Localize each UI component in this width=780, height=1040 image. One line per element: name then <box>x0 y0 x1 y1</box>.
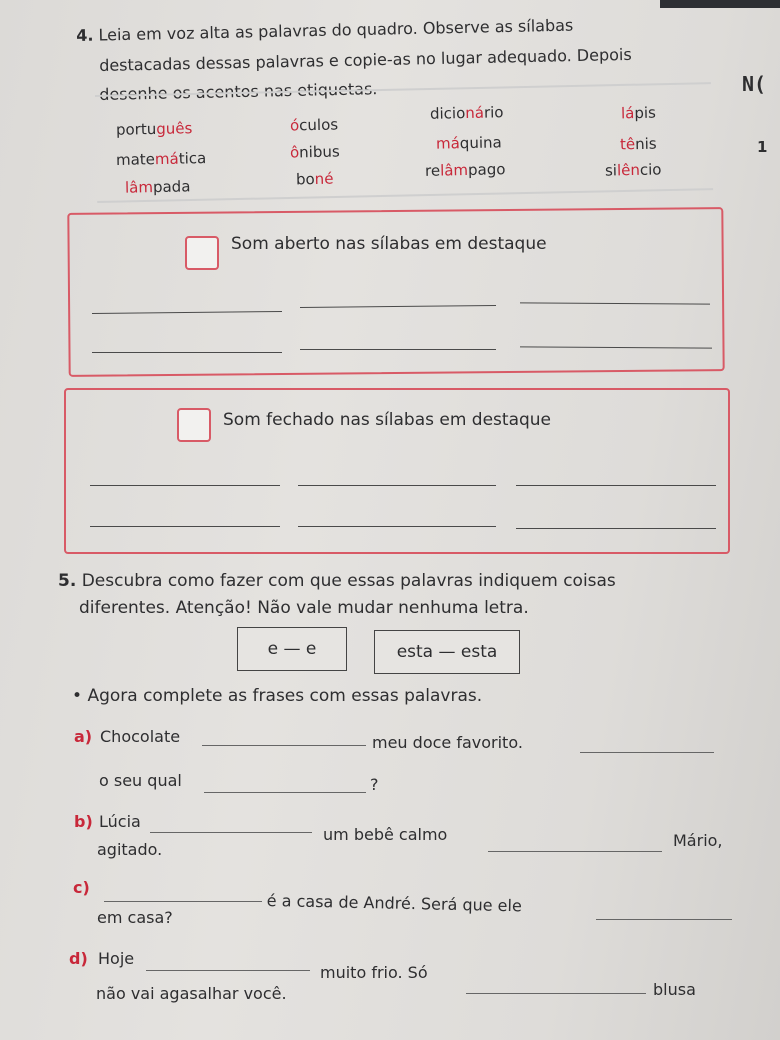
word-part: si <box>604 161 618 180</box>
word-item <box>605 160 662 179</box>
item-a-blank-1[interactable] <box>202 745 366 746</box>
word-part: pada <box>152 177 191 197</box>
item-d-blank-1[interactable] <box>146 970 310 971</box>
word-part: cio <box>639 160 662 179</box>
word-highlight-syllable: ô <box>289 143 300 162</box>
word-item <box>425 160 506 180</box>
word-highlight-syllable: ná <box>465 103 485 123</box>
item-d-blank-2[interactable] <box>466 993 646 994</box>
item-d-text-3: blusa <box>653 980 696 999</box>
closed-blank-1[interactable] <box>90 485 280 486</box>
closed-blank-4[interactable] <box>90 526 280 527</box>
page-corner-shadow <box>660 0 780 8</box>
word-highlight-syllable: né <box>314 169 334 188</box>
bullet-icon: • <box>72 686 83 706</box>
item-b-text-2: um bebê calmo <box>323 825 448 844</box>
word-item <box>290 115 338 134</box>
word-part: quina <box>459 133 502 153</box>
word-item <box>290 142 340 161</box>
open-blank-5[interactable] <box>300 349 496 350</box>
item-b-blank-1[interactable] <box>150 832 312 833</box>
item-a-blank-2[interactable] <box>580 752 714 753</box>
item-b-blank-2[interactable] <box>488 851 662 852</box>
word-part: dicio <box>429 104 466 123</box>
closed-blank-3[interactable] <box>516 485 716 486</box>
item-d-text-4: não vai agasalhar você. <box>96 984 287 1003</box>
word-item <box>116 119 193 139</box>
word-item <box>620 135 657 154</box>
open-sound-label: Som aberto nas sílabas em destaque <box>231 234 547 254</box>
item-b-text-4: agitado. <box>97 840 163 859</box>
open-sound-accent-tag[interactable] <box>185 236 219 270</box>
closed-blank-6[interactable] <box>516 528 716 529</box>
item-a-qmark: ? <box>370 775 379 794</box>
q4-line-3: desenhe os acentos nas etiquetas. <box>99 79 378 104</box>
word-item <box>430 103 504 123</box>
closed-sound-label: Som fechado nas sílabas em destaque <box>223 410 552 430</box>
q4-line-2: destacadas dessas palavras e copie-as no lugar adequado. Depois <box>99 44 632 75</box>
word-part: rio <box>483 103 504 122</box>
instruction-line <box>72 686 482 706</box>
word-part: nis <box>634 134 657 154</box>
word-highlight-syllable: tê <box>619 135 636 154</box>
item-d-text-2: muito frio. Só <box>320 963 428 982</box>
word-highlight-syllable: ó <box>289 116 300 135</box>
item-a-letter: a) <box>74 727 93 746</box>
item-a-text-3: o seu qual <box>99 771 182 790</box>
item-a-text-2: meu doce favorito. <box>372 733 523 752</box>
q4-line-1 <box>76 16 573 45</box>
word-part: mate <box>115 150 156 169</box>
word-item <box>436 133 502 152</box>
item-c-blank-2[interactable] <box>596 919 732 920</box>
closed-blank-5[interactable] <box>298 526 496 527</box>
item-b-text-3: Mário, <box>673 831 723 850</box>
word-part: culos <box>299 115 339 135</box>
word-part: nibus <box>299 142 340 162</box>
q5-line-1 <box>58 571 616 591</box>
word-item <box>125 177 191 196</box>
word-highlight-syllable: lá <box>620 104 635 123</box>
item-b-letter: b) <box>74 812 93 831</box>
word-highlight-syllable: lên <box>616 160 641 180</box>
instruction-text: Agora complete as frases com essas palavras. <box>87 686 483 706</box>
item-c-text-2: em casa? <box>97 908 173 927</box>
open-blank-4[interactable] <box>92 352 282 353</box>
closed-blank-2[interactable] <box>298 485 496 486</box>
item-b-text-1: Lúcia <box>99 812 141 831</box>
word-item <box>296 170 334 189</box>
item-d-text-1: Hoje <box>98 949 135 968</box>
word-highlight-syllable: má <box>435 134 461 153</box>
item-a-text-1: Chocolate <box>100 727 181 746</box>
word-highlight-syllable: lâm <box>124 178 154 197</box>
q5-line-2: diferentes. Atenção! Não vale mudar nenhuma letra. <box>79 598 529 618</box>
q4-text-1: Leia em voz alta as palavras do quadro. Observe as sílabas <box>98 15 574 45</box>
closed-sound-accent-tag[interactable] <box>177 408 211 442</box>
pair-box-esta: esta — esta <box>374 630 520 674</box>
q4-number: 4. <box>76 25 94 45</box>
word-item <box>621 104 656 123</box>
q5-number: 5. <box>58 571 77 591</box>
word-part: bo <box>295 170 315 189</box>
word-part: portu <box>115 119 157 139</box>
item-c-text-1: é a casa de André. Será que ele <box>266 891 522 916</box>
word-part: re <box>424 161 441 180</box>
item-d-letter: d) <box>69 949 88 968</box>
word-part: pis <box>634 103 657 123</box>
word-highlight-syllable: guês <box>156 119 193 138</box>
item-c-blank-1[interactable] <box>104 901 262 902</box>
q5-text-1: Descubra como fazer com que essas palavras indiquem coisas <box>81 571 616 591</box>
margin-tab: N( <box>742 72 767 96</box>
margin-number: 1 <box>757 138 768 156</box>
pair-box-e: e — e <box>237 627 347 671</box>
word-highlight-syllable: má <box>154 149 179 169</box>
item-a-blank-3[interactable] <box>204 792 366 793</box>
word-part: tica <box>178 149 207 168</box>
item-c-letter: c) <box>73 878 90 897</box>
word-item <box>116 149 207 169</box>
word-part: pago <box>467 160 506 179</box>
word-highlight-syllable: lâm <box>439 160 469 180</box>
